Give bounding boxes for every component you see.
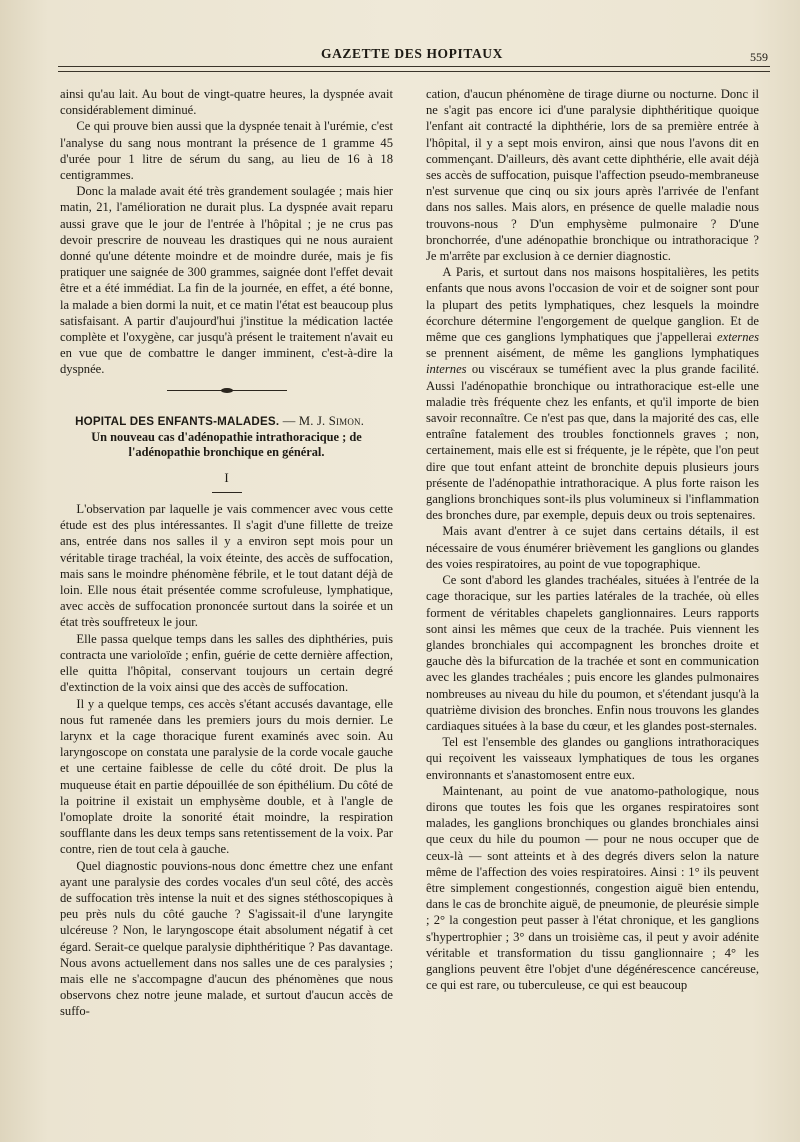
paragraph: ainsi qu'au lait. Au bout de vingt-quatre heures, la dyspnée avait considérablement diminué. [60,87,393,118]
right-column [426,86,759,993]
left-column [60,86,393,1020]
header-rule [58,66,770,72]
paragraph [426,264,759,523]
article-title: Un nouveau cas d'adénopathie intrathoracique ; de l'adénopathie bronchique en général. [91,429,362,459]
paragraph: Quel diagnostic pouvions-nous donc émettre chez une enfant ayant une paralysie des cordes vocales d'un seul côté, des accès de suffocation très intense la nuit et des signes stéthoscopiques à peu près nuls du côté gauche ? S'agissait-il d'une laryngite ulcéreuse ? Non, le laryngoscope était absolument négatif à cet égard. Serait-ce quelque paralysie diphthéritique ? Pas davantage. Nous avons actuellement dans nos salles une de ces paralysies ; mais elle ne s'accompagne d'aucun des phénomènes que nous observons chez notre jeune malade, et surtout d'aucun accès de suffo- [60,858,393,1019]
running-title: GAZETTE DES HOPITAUX [320,46,504,61]
emphasis: externes [717,330,759,345]
text-run: A Paris, et surtout dans nos maisons hospitalières, les petits enfants que nous avons l'occasion de voir et de soigner sont pour la plupart des petits lymphatiques, chez lesquels la moindre écorchure détermine l'engorgement de quelque ganglion. Et de même que ces ganglions lymphatiques que j'appellerai [426,265,759,345]
emphasis: internes [426,362,467,377]
paragraph: Ce qui prouve bien aussi que la dyspnée tenait à l'urémie, c'est l'analyse du sang nous montrant la présence de 1 gramme 45 d'urée pour 1 litre de sérum du sang, au lieu de 16 à 18 centigrammes. [60,119,393,183]
paragraph: Tel est l'ensemble des glandes ou ganglions intrathoraciques qui reçoivent les vaisseaux lymphatiques de tous les organes environnants et s'anastomosent entre eux. [426,735,759,782]
page-header [56,46,768,68]
text-run: se prennent aisément, de même les ganglions lymphatiques [426,346,759,361]
paragraph: Maintenant, au point de vue anatomo-pathologique, nous dirons que toutes les fois que les organes respiratoires sont malades, les ganglions bronchiques ou glandes bronchiales ainsi que ceux du hile du poumon — pour ne nous occuper que de ceux-là — sont atteints et à des degrés divers selon la nature même de l'affection des voies respiratoires. Ainsi : 1° ils peuvent être simplement congestionnés, congestion aiguë bien entendu, dans le cas de bronchite aiguë, de pneumonie, de pleurésie simple ; 2° la congestion peut passer à l'état chronique, et les ganglions s'hypertrophier ; 3° dans un troisième cas, il peut y avoir adénite véritable et transformation du tissu ganglionnaire ; 4° les ganglions peuvent être l'objet d'une dégénérescence cancéreuse, ce qui est rare, ou tuberculeuse, ce qui est beaucoup [426,783,759,993]
paragraph: L'observation par laquelle je vais commencer avec vous cette étude est des plus intéressantes. Il s'agit d'une fillette de treize ans, entrée dans nos salles il y a environ sept mois pour un véritable tirage trachéal, la voix éteinte, des accès de suffocation, mais sans le moindre phénomène fébrile, et le tout datant déjà de loin. Elle nous était présentée comme scrofuleuse, lymphatique, avec accès de suffocation prononcée surtout dans la soirée et un état très souffreteux le jour. [60,502,393,630]
text-run: ou viscéraux se tuméfient avec la plus grande facilité. Aussi l'adénopathie bronchique ou intrathoracique est-elle une maladie très fréquente chez les enfants, et qu'il importe de bien savoir reconnaître. Ce n'est pas que, dans la majorité des cas, elle entraîne fatalement des troubles fonctionnels graves ; non, certainement, mais elle est si fréquente, je le répète, que l'on peut dire que tout enfant atteint de bronchite depuis plusieurs jours présente de l'adénopathie intrathoracique. A plus forte raison les ganglions bronchiques sont-ils plus volumineux si l'inflammation des bronches dure, par exemple, depuis deux ou trois septenaires. [426,362,759,523]
paragraph: cation, d'aucun phénomène de tirage diurne ou nocturne. Donc il ne s'agit pas encore ici d'une paralysie diphthéritique quoique l'enfant ait contracté la diphthérie, lors de sa première entrée à l'hôpital, il y a sept mois environ, ainsi que nous l'avons dit en commençant. D'ailleurs, dès avant cette diphthérie, elle avait déjà ses accès de suffocation, puisque l'affection pseudo-membraneuse n'est survenue que cinq ou six jours après l'arrivée de l'enfant dans nos salles. Mais alors, en présence de quelle maladie nous trouvons-nous ? D'un emphysème pulmonaire ? D'une bronchorrée, d'une adénopathie bronchique ou intrathoracique ? Je m'arrête par exclusion à ce dernier diagnostic. [426,87,759,264]
paragraph: Ce sont d'abord les glandes trachéales, situées à l'entrée de la cage thoracique, sur les parties latérales de la trachée, où elles forment de véritables chapelets ganglionnaires. Leurs rapports sont ainsi les mêmes que ceux de la trachée. Puis viennent les glandes bronchiales qui accompagnent les bronches droite et gauche dès la bifurcation de la trachée et sont en communication avec les glandes trachéales ; puis encore les glandes pulmonaires nombreuses au niveau du hile du poumon, et s'étendant jusqu'à la quatrième division des bronches. Enfin nous trouvons les glandes cardiaques situées à la base du cœur, et les glandes post-sternales. [426,573,759,733]
section-separator [167,390,287,391]
article-part-numeral: I [224,469,229,485]
page-number: 559 [750,50,768,64]
paragraph: Elle passa quelque temps dans les salles des diphthéries, puis contracta une varioloïde ; enfin, guérie de cette dernière affection, elle quitta l'hôpital, conservant toujours un certain degré d'extinction de la voix ainsi que des accès de suffocation. [60,631,393,695]
numeral-rule [212,492,242,493]
paragraph: Il y a quelque temps, ces accès s'étant accusés davantage, elle nous fut ramenée dans les premiers jours du mois dernier. Le larynx et la cage thoracique furent examinés avec soin. Au laryngoscope on constata une paralysie de la corde vocale gauche et une certaine faiblesse de celle du côté droit. De plus la muqueuse était en partie dépouillée de son épithélium. Du côté de la poitrine il existait un emphysème double, et à l'angle de l'omoplate droite la sonorité était moindre, la respiration soufflante dans les deux temps sans retentissement de la voix. Par contre, rien de tout cela à gauche. [60,696,393,857]
paragraph: Mais avant d'entrer à ce sujet dans certains détails, il est nécessaire de vous énumérer brièvement les ganglions ou glandes des voies respiratoires, au point de vue topographique. [426,524,759,571]
section-heading [60,413,393,430]
section-author: — M. J. Simon. [282,413,365,428]
paragraph: Donc la malade avait été très grandement soulagée ; mais hier matin, 21, l'amélioration ne durait plus. La dyspnée avait reparu aussi grave que le jour de l'entrée à l'hôpital ; je ne crus pas devoir prescrire de nouveau les drastiques qui ne nous auraient donné qu'une détente moindre et de moindre durée, mais je fis pratiquer une saignée de 300 grammes, saignée dont l'effet devait être et a été immédiat. La fin de la journée, en effet, a été bonne, la malade a bien dormi la nuit, et ce matin l'état est beaucoup plus satisfaisant. A partir d'aujourd'hui j'institue la médication lactée complète et l'oxygène, car jusqu'à présent le traitement n'avait eu en vue que de combattre le danger imminent, c'est-à-dire la dyspnée. [60,184,393,377]
section-heading-text: HOPITAL DES ENFANTS-MALADES. [75,414,280,428]
